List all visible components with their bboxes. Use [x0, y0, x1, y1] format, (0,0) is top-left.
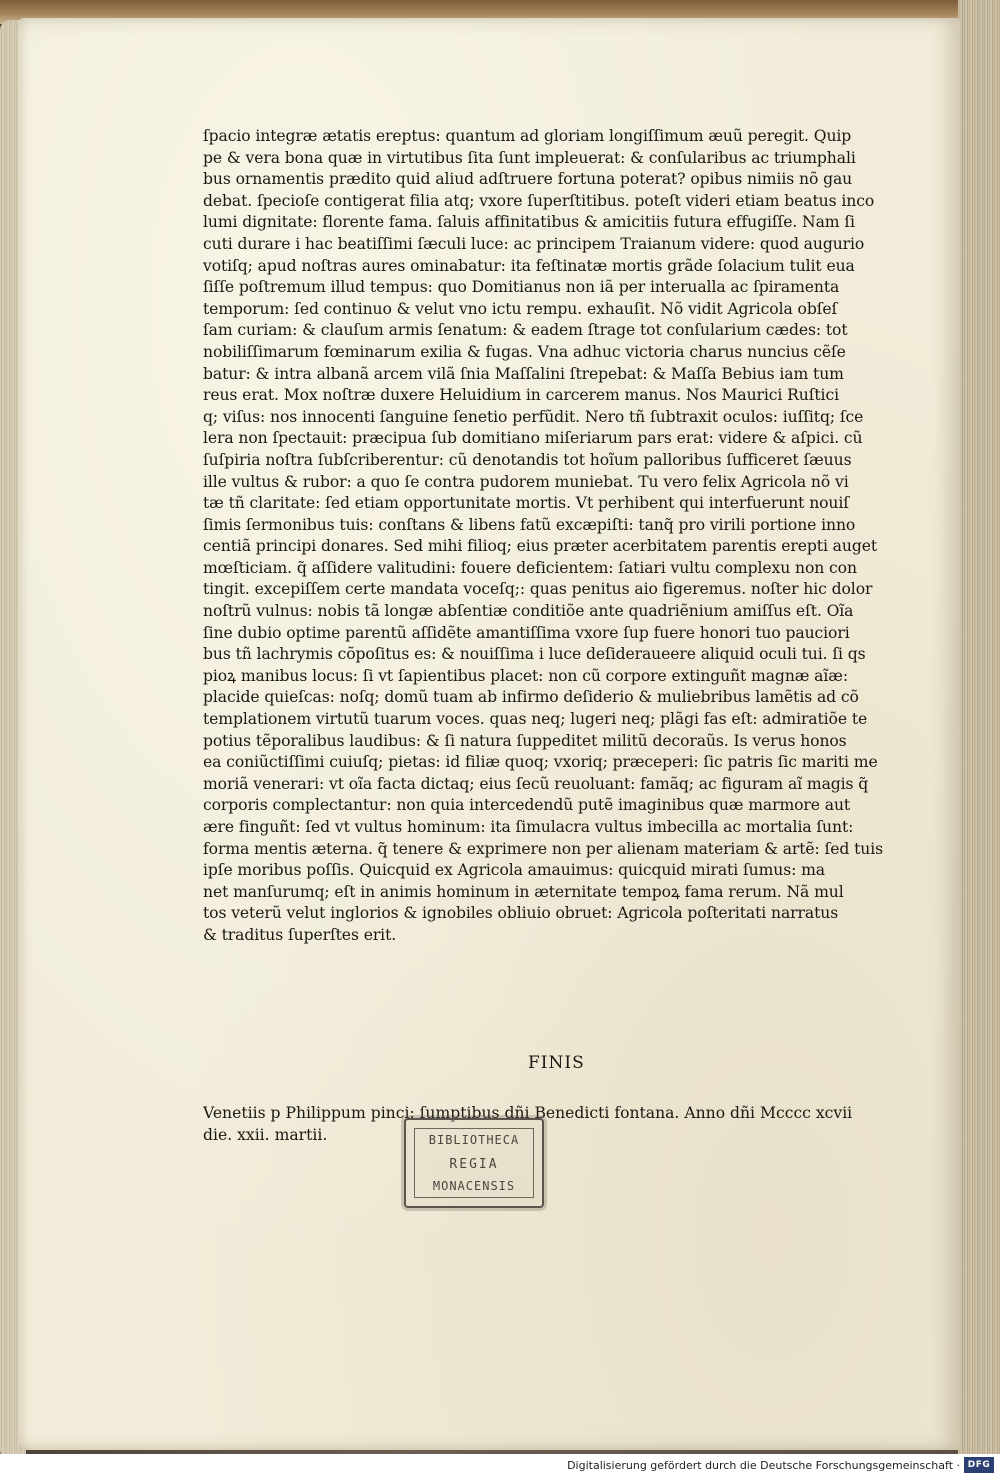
colophon — [203, 1102, 903, 1146]
text-line: ſimis ſermonibus tuis: conſtans & libens fatũ excæpiſti: tanq̃ pro virili portione inno — [203, 515, 856, 534]
text-line: lumi dignitate: florente fama. ſaluis affinitatibus & amicitiis futura effugiſſe. Nam ſi — [203, 213, 855, 232]
text-line: lera non ſpectauit: præcipua ſub domitiano miſeriarum pars erat: videre & aſpici. cũ — [203, 429, 863, 448]
text-line: moriã venerari: vt oĩa facta dictaq; eius ſecũ reuoluant: famãq; ac figuram aĩ magis q̃ — [203, 774, 869, 793]
page-leaf — [18, 18, 960, 1450]
text-line: pioꝝ manibus locus: ſi vt ſapientibus placet: non cũ corpore extinguñt magnæ aĩæ: — [203, 666, 848, 685]
text-line: ille vultus & rubor: a quo ſe contra pudorem muniebat. Tu vero felix Agricola nõ vi — [203, 472, 849, 491]
text-line: ipſe moribus poſſis. Quicquid ex Agricola amauimus: quicquid mirati ſumus: ma — [203, 861, 825, 880]
text-line: forma mentis æterna. q̃ tenere & exprimere non per alienam materiam & artẽ: ſed tuis — [203, 839, 883, 858]
text-line: ſine dubio optime parentũ aſſidẽte amantiſſima vxore ſup fuere honori tuo pauciori — [203, 623, 850, 642]
library-stamp — [404, 1118, 544, 1208]
text-line: batur: & intra albanã arcem vilã ſnia Maſſalini ſtrepebat: & Maſſa Bebius iam tum — [203, 364, 844, 383]
footer-credit: Digitalisierung gefördert durch die Deutsche Forschungsgemeinschaft · — [567, 1459, 960, 1472]
text-line: tingit. excepiſſem certe mandata voceſq;: quas penitus aio figeremus. noſter hic dolor — [203, 580, 873, 599]
stamp-line-2: REGIA — [449, 1157, 499, 1172]
stamp-line-3: MONACENSIS — [432, 1179, 516, 1193]
text-line: mœſticiam. q̃ aſſidere valitudini: fouere deficientem: ſatiari vultu complexu non con — [203, 558, 857, 577]
colophon-line-1: Venetiis p Philippum pinci: ſumptibus dñi Benedicti fontana. Anno dñi Mcccc xcvii — [203, 1104, 853, 1122]
text-line: ſiſſe poſtremum illud tempus: quo Domitianus non iã per interualla ac ſpiramenta — [203, 278, 840, 297]
text-line: placide quieſcas: noſq; domũ tuam ab infirmo deſiderio & muliebribus lamẽtis ad cõ — [203, 688, 859, 707]
text-line: ſuſpiria noſtra ſubſcriberentur: cũ denotandis tot hoĩum palloribus ſufficeret ſæuus — [203, 450, 852, 469]
dfg-logo: DFG — [964, 1457, 994, 1473]
text-line: q; viſus: nos innocenti ſanguine ſenetio perfũdit. Nero tñ ſubtraxit oculos: iuſſitq; ſce — [203, 407, 864, 426]
text-line: templationem virtutũ tuarum voces. quas neq; lugeri neq; plãgi fas eſt: admiratiõe te — [203, 710, 868, 729]
text-line: tæ tñ claritate: ſed etiam opportunitate mortis. Vt perhibent qui interfuerunt nouiſ — [203, 494, 849, 513]
text-line: potius tẽporalibus laudibus: & ſi natura ſuppeditet militũ decoraũs. Is verus honos — [203, 731, 847, 750]
library-stamp-frame — [414, 1128, 534, 1198]
text-line: debat. ſpecioſe contigerat filia atq; vxore ſuperſtitibus. poteſt videri etiam beatus inco — [203, 191, 875, 210]
book-right-edge — [958, 0, 1000, 1476]
finis-label: FINIS — [528, 1053, 585, 1073]
text-line: bus ornamentis prædito quid aliud adſtruere fortuna poterat? opibus nimiis nõ gau — [203, 170, 853, 189]
text-line: corporis complectantur: non quia intercedendũ putẽ imaginibus quæ marmore aut — [203, 796, 851, 815]
text-line: net manſurumq; eſt in animis hominum in æternitate tempoꝝ fama rerum. Nã mul — [203, 882, 844, 901]
text-line: ære finguñt: ſed vt vultus hominum: ita ſimulacra vultus imbecilla ac mortalia ſunt: — [203, 818, 854, 836]
text-line: bus tñ lachrymis cõpoſitus es: & nouiſſima i luce deſideraueere aliquid oculi tui. ſi qs — [203, 645, 866, 664]
text-line: ſam curiam: & clauſum armis ſenatum: & eadem ſtrage tot conſularium cædes: tot — [203, 321, 848, 340]
text-line: votiſq; apud noſtras aures ominabatur: ita feſtinatæ mortis grãde ſolacium tulit eua — [203, 256, 855, 275]
text-line-last: & traditus ſuperſtes erit. — [203, 925, 397, 944]
text-line: temporum: ſed continuo & velut vno ictu rempu. exhauſit. Nõ vidit Agricola obſeſ — [203, 299, 838, 318]
colophon-line-2: die. xxii. martii. — [203, 1126, 328, 1144]
text-line: ſpacio integræ ætatis ereptus: quantum ad gloriam longiſſimum æuũ peregit. Quip — [203, 127, 852, 145]
text-line: cuti durare i hac beatiſſimi ſæculi luce: ac principem Traianum videre: quod augurio — [203, 234, 865, 253]
digitization-footer — [0, 1454, 1000, 1476]
text-line: pe & vera bona quæ in virtutibus ſita ſunt impleuerat: & conſularibus ac triumphali — [203, 148, 856, 167]
text-line: tos veterũ velut inglorios & ignobiles obliuio obruet: Agricola poſteritati narratus — [203, 904, 839, 923]
stamp-line-1: BIBLIOTHECA — [428, 1133, 520, 1147]
text-line: noſtrũ vulnus: nobis tã longæ abſentiæ conditiõe ante quadriẽnium amiſſus eſt. Oĩa — [203, 602, 854, 621]
body-text — [203, 126, 903, 947]
text-line: nobiliſſimarum fœminarum exilia & fugas. Vna adhuc victoria charus nuncius cẽſe — [203, 342, 846, 361]
text-line: centiã principi donares. Sed mihi filioq; eius præter acerbitatem parentis erepti auget — [203, 537, 877, 556]
text-line: ea coniũctiſſimi cuiuſq; pietas: id filiæ quoq; vxoriq; præceperi: ſic patris ſic mariti me — [203, 753, 878, 772]
text-line: reus erat. Mox noſtræ duxere Heluidium in carcerem manus. Nos Maurici Ruſtici — [203, 386, 839, 405]
